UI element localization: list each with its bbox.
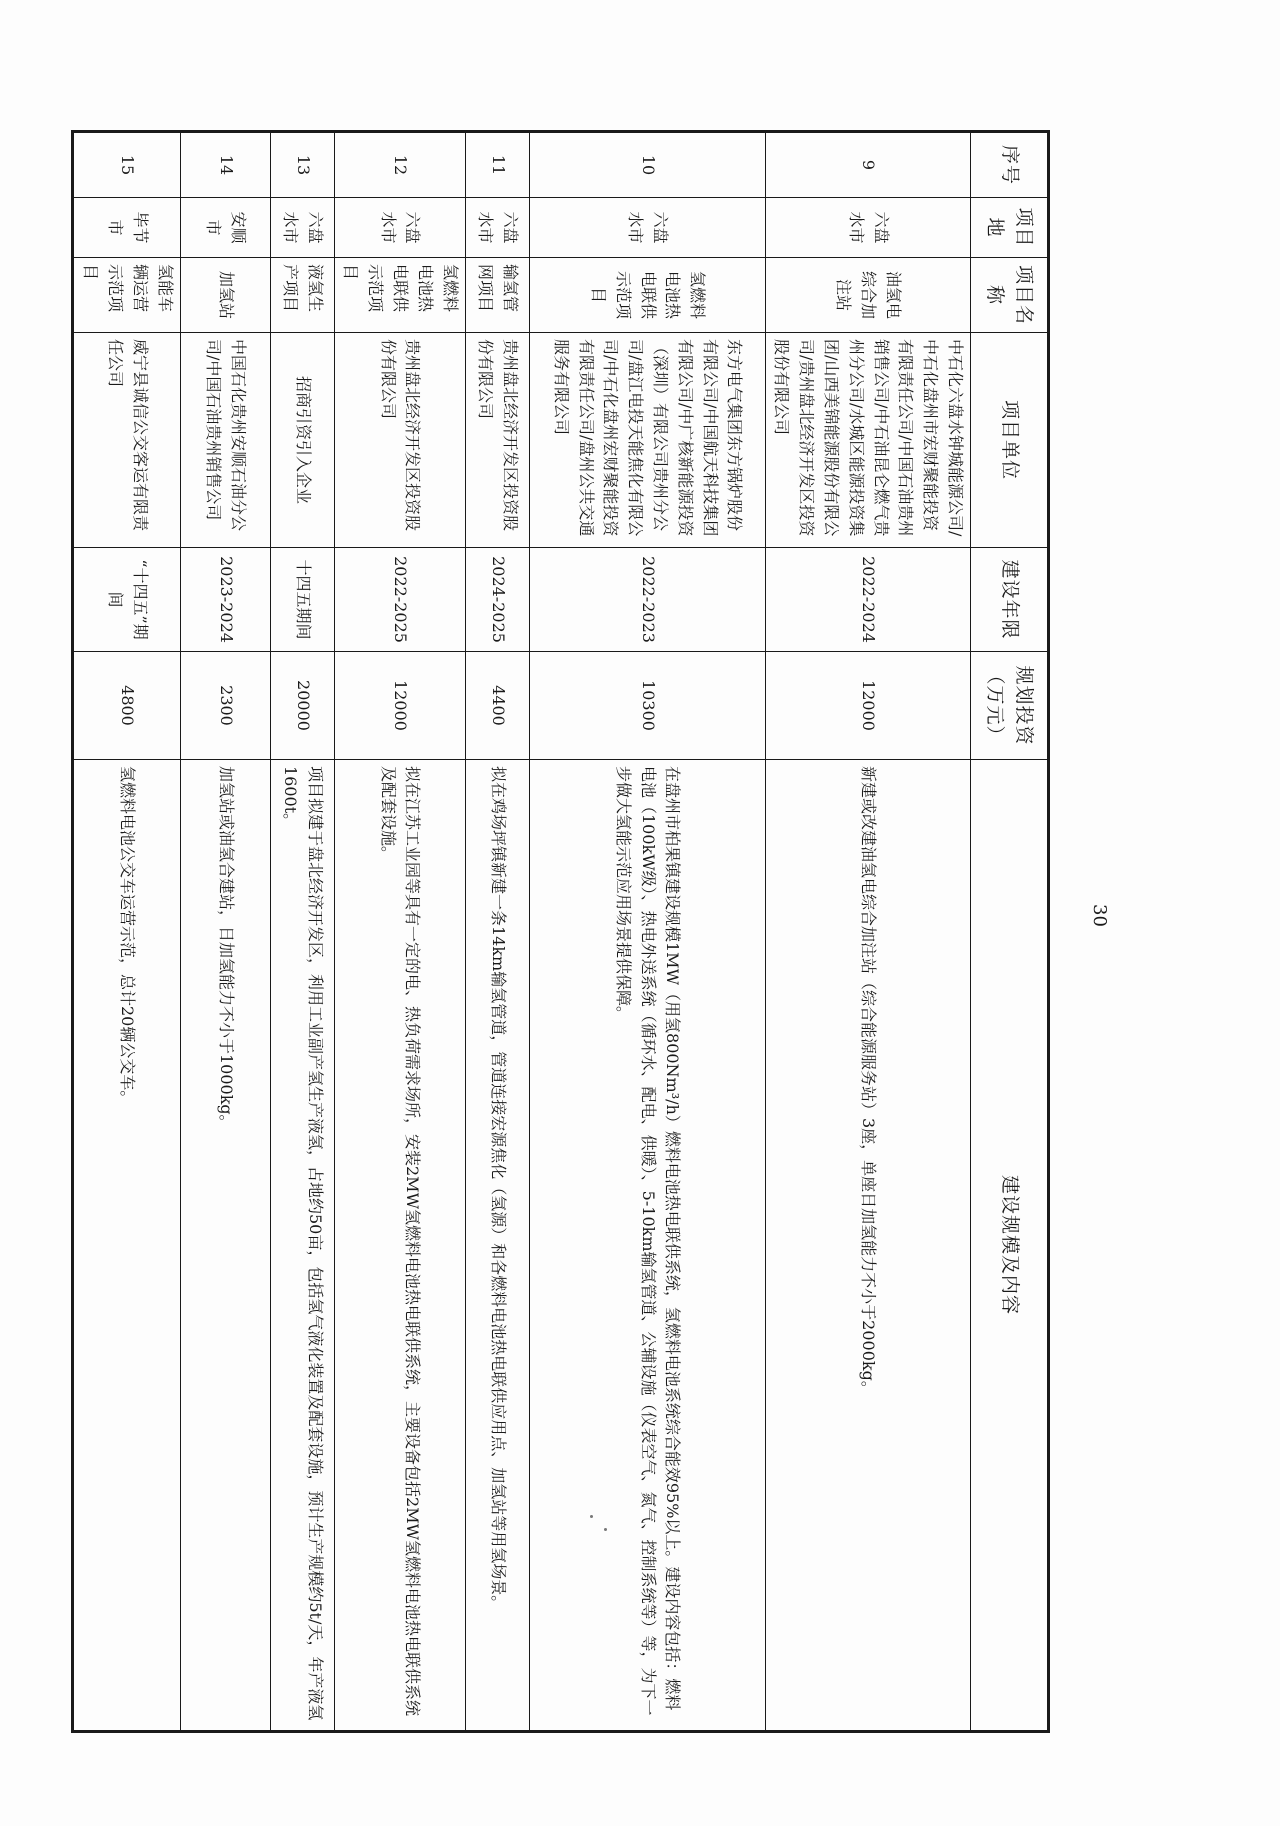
cell-seq: 10 — [529, 132, 765, 198]
cell-project-name: 油氢电综合加注站 — [765, 258, 970, 333]
cell-project-unit: 招商引资引入企业 — [270, 333, 334, 548]
cell-seq: 9 — [765, 132, 970, 198]
table-row — [270, 132, 334, 1732]
cell-seq: 12 — [334, 132, 465, 198]
cell-location: 六盘水市 — [765, 198, 970, 258]
cell-period: 2022-2025 — [334, 548, 465, 652]
cell-project-unit: 中国石化贵州安顺石油分公司/中国石油贵州销售公司 — [180, 333, 270, 548]
project-table — [71, 130, 1050, 1733]
cell-investment: 4800 — [73, 652, 180, 760]
cell-content: 项目拟建于盘北经济开发区，利用工业副产氢生产液氢，占地约50亩，包括氢气液化装置及配套设施，预计生产规模约5t/天，年产液氢1600t。 — [270, 760, 334, 1732]
cell-period: 2022-2023 — [529, 548, 765, 652]
cell-project-name: 输氢管网项目 — [465, 258, 529, 333]
cell-period: 2023-2024 — [180, 548, 270, 652]
cell-project-unit: 贵州盘北经济开发区投资股份有限公司 — [334, 333, 465, 548]
cell-location: 安顺市 — [180, 198, 270, 258]
cell-project-unit: 东方电气集团东方锅炉股份有限公司/中国航天科技集团有限公司/中广核新能源投资（深圳）有限公司贵州分公司/盘江电投天能焦化有限公司/中石化盘州宏财聚能投资有限责任公司/盘州公共交通服务有限公司 — [529, 333, 765, 548]
table-row — [180, 132, 270, 1732]
cell-investment: 12000 — [765, 652, 970, 760]
cell-investment: 2300 — [180, 652, 270, 760]
cell-seq: 11 — [465, 132, 529, 198]
cell-investment: 20000 — [270, 652, 334, 760]
table-header-row — [971, 132, 1049, 1732]
cell-location: 六盘水市 — [270, 198, 334, 258]
header-project-name: 项目名称 — [971, 258, 1049, 333]
cell-investment: 4400 — [465, 652, 529, 760]
cell-project-unit: 中石化六盘水钟城能源公司/中石化盘州市宏财聚能投资有限责任公司/中国石油贵州销售公司/中石油昆仑燃气贵州分公司/水城区能源投资集团/山西美锦能源股份有限公司/贵州盘北经济开发区投资股份有限公司 — [765, 333, 970, 548]
table-row — [529, 132, 765, 1732]
cell-investment: 12000 — [334, 652, 465, 760]
cell-seq: 14 — [180, 132, 270, 198]
header-location: 项目地 — [971, 198, 1049, 258]
cell-project-name: 氢燃料电池热电联供示范项目 — [334, 258, 465, 333]
header-investment: 规划投资（万元） — [971, 652, 1049, 760]
cell-project-unit: 威宁县诚信公交客运有限责任公司 — [73, 333, 180, 548]
cell-project-name: 氢能车辆运营示范项目 — [73, 258, 180, 333]
cell-project-name: 液氢生产项目 — [270, 258, 334, 333]
header-project-unit: 项目单位 — [971, 333, 1049, 548]
table-row — [334, 132, 465, 1732]
cell-seq: 13 — [270, 132, 334, 198]
table-row — [465, 132, 529, 1732]
cell-content: 加氢站或油氢合建站，日加氢能力不小于1000kg。 — [180, 760, 270, 1732]
rotated-table-container — [81, 130, 1050, 1730]
cell-location: 毕节市 — [73, 198, 180, 258]
cell-investment: 10300 — [529, 652, 765, 760]
cell-location: 六盘水市 — [529, 198, 765, 258]
cell-content: 拟在鸡场坪镇新建一条14km输氢管道，管道连接宏源焦化（氢源）和各燃料电池热电联供应用点、加氢站等用氢场景。 — [465, 760, 529, 1732]
cell-period: 2024-2025 — [465, 548, 529, 652]
header-seq: 序号 — [971, 132, 1049, 198]
table-row — [765, 132, 970, 1732]
cell-content: 氢燃料电池公交车运营示范，总计20辆公交车。 — [73, 760, 180, 1732]
cell-period: 十四五期间 — [270, 548, 334, 652]
cell-content: 拟在江苏工业园等具有一定的电、热负荷需求场所，安装2MW氢燃料电池热电联供系统，主要设备包括2MW氢燃料电池热电联供系统及配套设施。 — [334, 760, 465, 1732]
cell-seq: 15 — [73, 132, 180, 198]
cell-project-name: 加氢站 — [180, 258, 270, 333]
table-row — [73, 132, 180, 1732]
cell-period: “十四五”期间 — [73, 548, 180, 652]
header-content: 建设规模及内容 — [971, 760, 1049, 1732]
cell-content: 在盘州市柏果镇建设规模1MW（用氢800Nm³/h）燃料电池热电联供系统，氢燃料电池系统综合能效95%以上。建设内容包括：燃料电池（100kW级）、热电外送系统（循环水、配电、供暖）、5-10km输氢管道、公辅设施（仪表空气、氮气、控制系统等）等，为下一步做大氢能示范应用场景提供保障。 — [529, 760, 765, 1732]
cell-period: 2022-2024 — [765, 548, 970, 652]
header-period: 建设年限 — [971, 548, 1049, 652]
cell-project-name: 氢燃料电池热电联供示范项目 — [529, 258, 765, 333]
cell-content: 新建或改建油氢电综合加注站（综合能源服务站）3座，单座日加氢能力不小于2000kg。 — [765, 760, 970, 1732]
cell-location: 六盘水市 — [465, 198, 529, 258]
cell-location: 六盘水市 — [334, 198, 465, 258]
page-number: 30 — [1088, 904, 1110, 927]
cell-project-unit: 贵州盘北经济开发区投资股份有限公司 — [465, 333, 529, 548]
